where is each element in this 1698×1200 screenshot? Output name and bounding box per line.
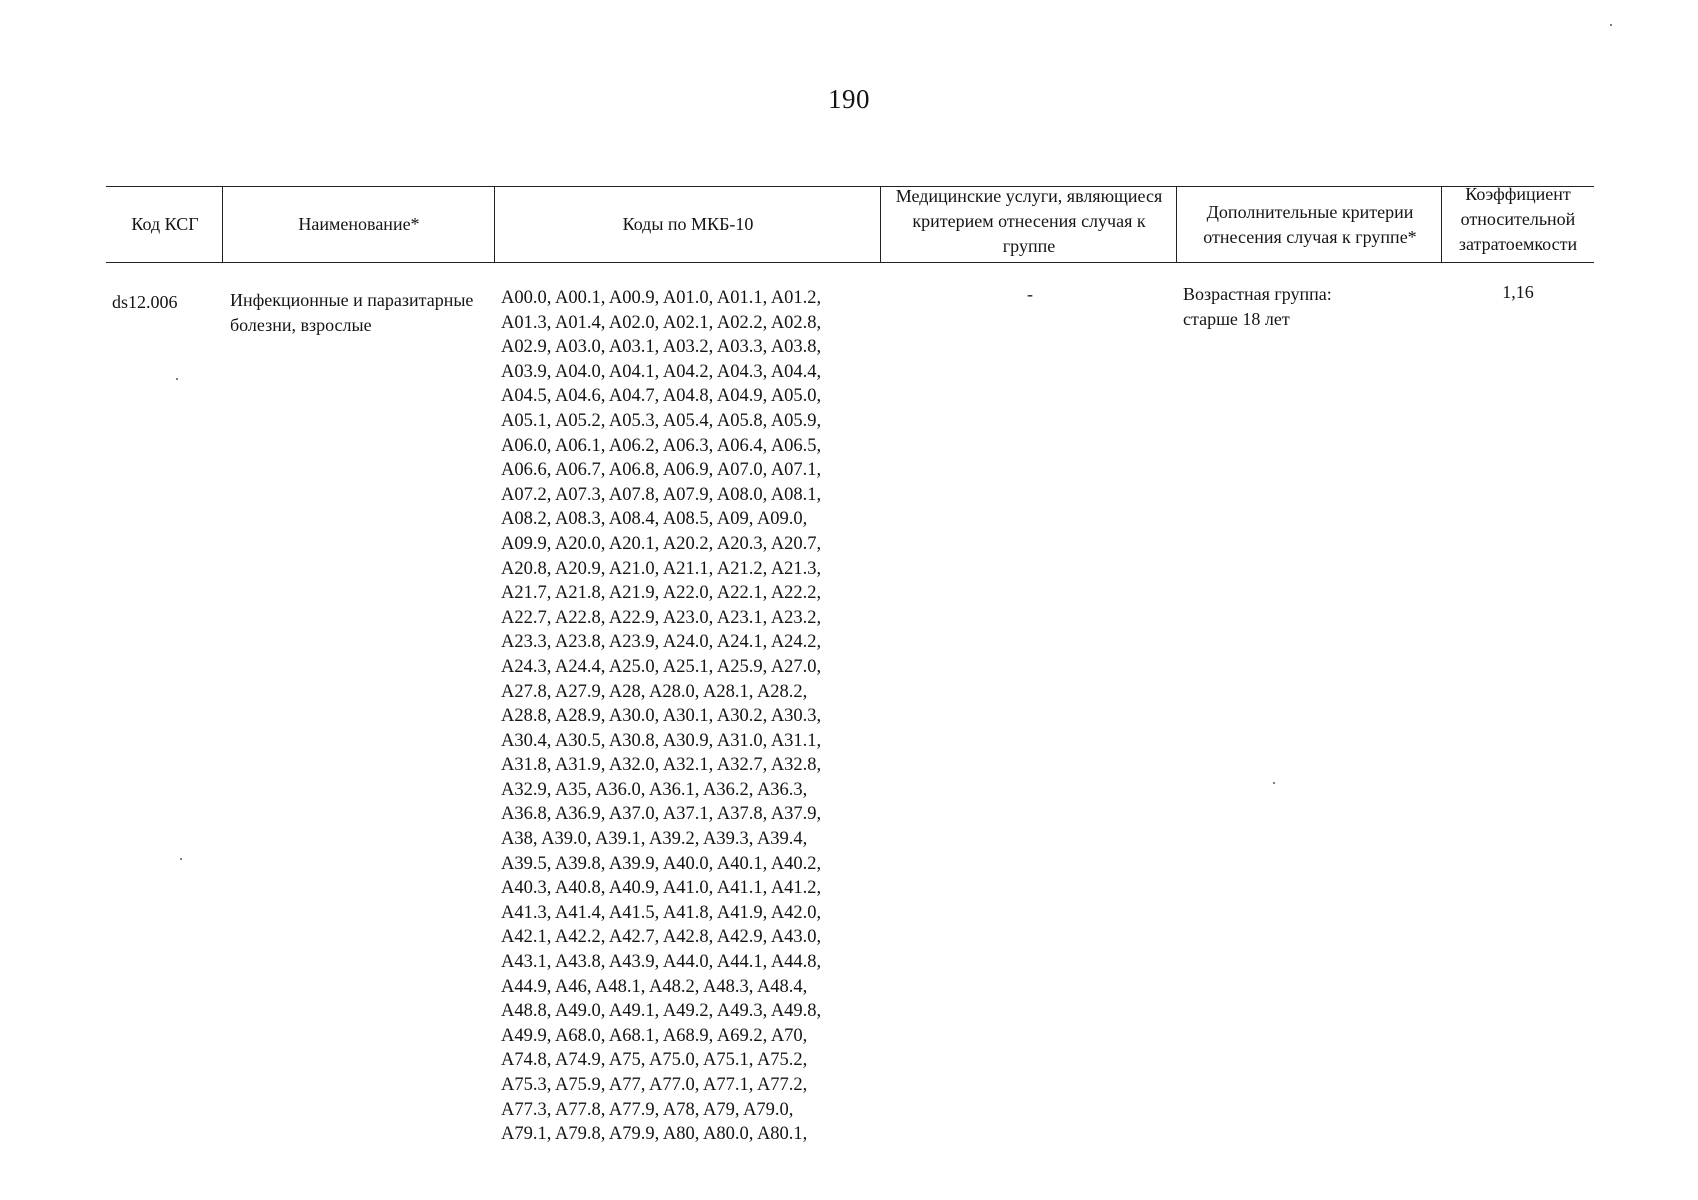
scan-speck <box>176 378 178 380</box>
icd-code-line: A77.3, A77.8, A77.9, A78, A79, A79.0, <box>501 1099 794 1120</box>
icd-code-line: A08.2, A08.3, A08.4, A08.5, A09, A09.0, <box>501 509 808 530</box>
icd-code-line: A07.2, A07.3, A07.8, A07.9, A08.0, A08.1, <box>501 484 822 505</box>
scan-speck <box>1273 782 1275 784</box>
row-medical-services: - <box>1027 284 1033 304</box>
page-number: 190 <box>828 84 870 114</box>
scan-speck <box>180 858 182 860</box>
icd-code-line: A04.5, A04.6, A04.7, A04.8, A04.9, A05.0, <box>501 386 822 407</box>
icd-code-line: A40.3, A40.8, A40.9, A41.0, A41.1, A41.2, <box>501 878 822 899</box>
icd-code-line: A20.8, A20.9, A21.0, A21.1, A21.2, A21.3, <box>501 558 822 579</box>
icd-code-line: A30.4, A30.5, A30.8, A30.9, A31.0, A31.1, <box>501 730 822 751</box>
icd-code-line: A06.6, A06.7, A06.8, A06.9, A07.0, A07.1, <box>501 460 822 481</box>
icd-code-line: A09.9, A20.0, A20.1, A20.2, A20.3, A20.7, <box>501 533 822 554</box>
header-coefficient: Коэффициент относительной затратоемкости <box>1458 184 1578 254</box>
icd-code-line: A43.1, A43.8, A43.9, A44.0, A44.1, A44.8, <box>501 952 822 973</box>
row-icd-codes <box>501 286 896 1147</box>
header-name: Наименование* <box>298 214 420 234</box>
icd-code-line: A44.9, A46, A48.1, A48.2, A48.3, A48.4, <box>501 976 808 997</box>
row-name: Инфекционные и паразитарные болезни, взрослые <box>230 290 474 335</box>
icd-code-line: A38, A39.0, A39.1, A39.2, A39.3, A39.4, <box>501 829 808 850</box>
icd-code-line: A03.9, A04.0, A04.1, A04.2, A04.3, A04.4, <box>501 361 822 382</box>
header-code-ksg: Код КСГ <box>131 214 199 234</box>
icd-code-line: A79.1, A79.8, A79.9, A80, A80.0, A80.1, <box>501 1124 808 1145</box>
column-divider-1 <box>222 186 223 262</box>
icd-code-line: A48.8, A49.0, A49.1, A49.2, A49.3, A49.8, <box>501 1001 822 1022</box>
icd-code-line: A49.9, A68.0, A68.1, A68.9, A69.2, A70, <box>501 1025 808 1046</box>
icd-code-line: A23.3, A23.8, A23.9, A24.0, A24.1, A24.2, <box>501 632 822 653</box>
column-divider-2 <box>494 186 495 262</box>
icd-code-line: A06.0, A06.1, A06.2, A06.3, A06.4, A06.5, <box>501 435 822 456</box>
icd-code-line: A21.7, A21.8, A21.9, A22.0, A22.1, A22.2, <box>501 583 822 604</box>
header-medical-services: Медицинские услуги, являющиеся критерием отнесения случая к группе <box>895 186 1163 256</box>
header-icd-codes: Коды по МКБ-10 <box>622 214 754 234</box>
icd-code-line: A31.8, A31.9, A32.0, A32.1, A32.7, A32.8, <box>501 755 822 776</box>
icd-code-line: A74.8, A74.9, A75, A75.0, A75.1, A75.2, <box>501 1050 808 1071</box>
row-additional-criteria: Возрастная группа: старше 18 лет <box>1183 284 1332 329</box>
icd-code-line: A41.3, A41.4, A41.5, A41.8, A41.9, A42.0, <box>501 902 822 923</box>
icd-code-line: A22.7, A22.8, A22.9, A23.0, A23.1, A23.2, <box>501 607 822 628</box>
icd-code-line: A42.1, A42.2, A42.7, A42.8, A42.9, A43.0, <box>501 927 822 948</box>
column-divider-5 <box>1441 186 1442 262</box>
icd-code-line: A27.8, A27.9, A28, A28.0, A28.1, A28.2, <box>501 681 808 702</box>
header-additional-criteria: Дополнительные критерии отнесения случая к группе* <box>1203 201 1417 247</box>
icd-code-line: A02.9, A03.0, A03.1, A03.2, A03.3, A03.8, <box>501 337 822 358</box>
column-divider-3 <box>880 186 881 262</box>
icd-code-line: A39.5, A39.8, A39.9, A40.0, A40.1, A40.2, <box>501 853 822 874</box>
column-divider-4 <box>1176 186 1177 262</box>
icd-code-line: A05.1, A05.2, A05.3, A05.4, A05.8, A05.9, <box>501 410 822 431</box>
icd-code-line: A00.0, A00.1, A00.9, A01.0, A01.1, A01.2, <box>501 288 822 308</box>
icd-code-line: A24.3, A24.4, A25.0, A25.1, A25.9, A27.0, <box>501 656 822 677</box>
scan-speck <box>1610 24 1612 26</box>
icd-code-line: A32.9, A35, A36.0, A36.1, A36.2, A36.3, <box>501 779 808 800</box>
table-header-bottom-rule <box>106 262 1594 263</box>
icd-code-line: A01.3, A01.4, A02.0, A02.1, A02.2, A02.8, <box>501 312 822 333</box>
icd-code-line: A75.3, A75.9, A77, A77.0, A77.1, A77.2, <box>501 1075 808 1095</box>
icd-code-line: A36.8, A36.9, A37.0, A37.1, A37.8, A37.9, <box>501 804 822 825</box>
icd-code-line: A28.8, A28.9, A30.0, A30.1, A30.2, A30.3, <box>501 706 822 727</box>
row-ksg-code: ds12.006 <box>112 292 178 312</box>
row-coefficient: 1,16 <box>1502 282 1534 302</box>
